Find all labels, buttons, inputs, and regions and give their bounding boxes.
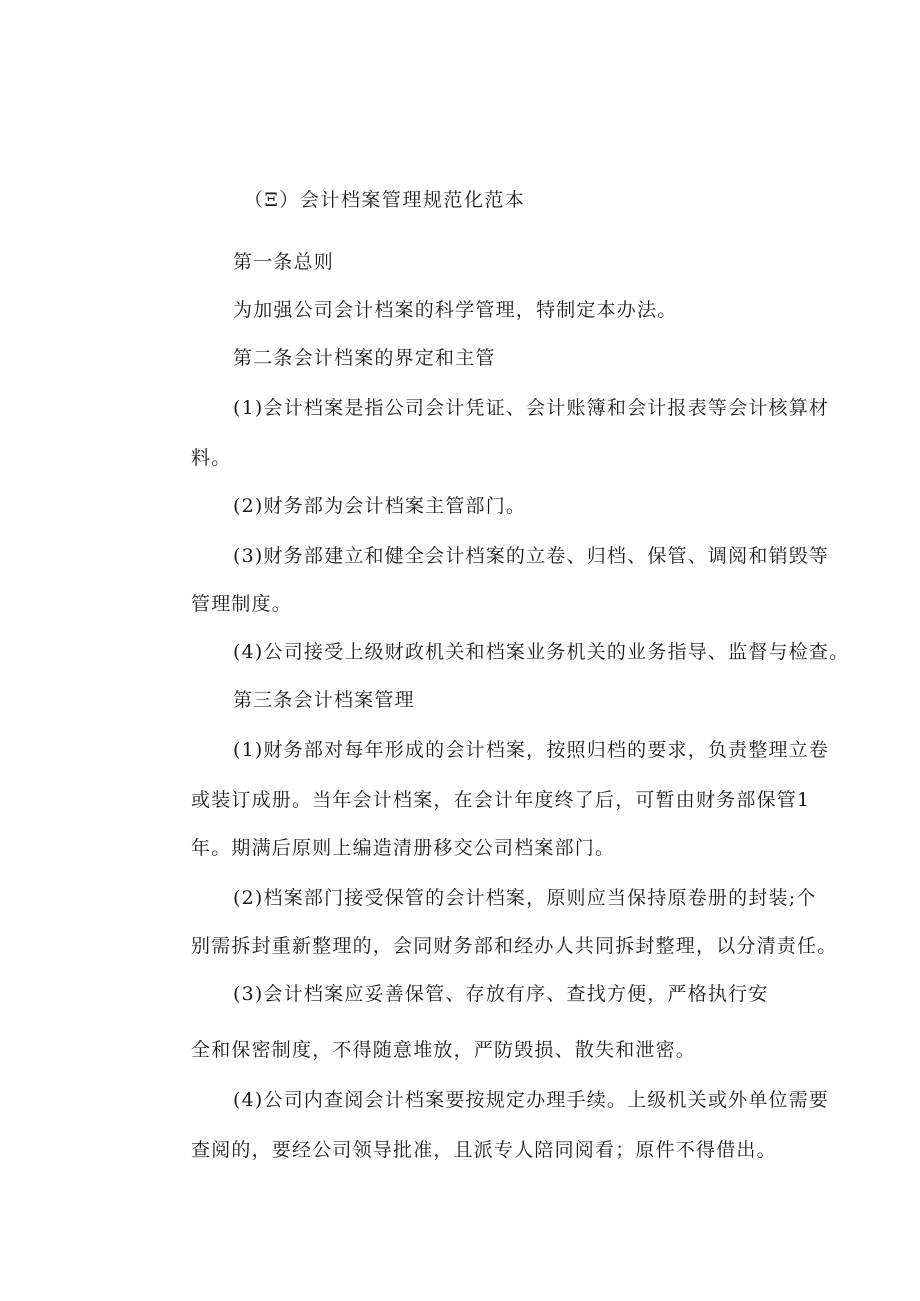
paragraph-line: 别需拆封重新整理的，会同财务部和经办人共同拆封整理，以分清责任。 [191, 935, 838, 957]
paragraph-line: (1)会计档案是指公司会计凭证、会计账簿和会计报表等会计核算材 [233, 397, 830, 419]
document-title: （Ξ）会计档案管理规范化范本 [244, 189, 526, 211]
paragraph-line: 或装订成册。当年会计档案，在会计年度终了后，可暂由财务部保管1 [191, 789, 811, 811]
paragraph-line: (3)财务部建立和健全会计档案的立卷、归档、保管、调阅和销毁等 [233, 545, 830, 567]
paragraph-line: 全和保密制度，不得随意堆放，严防毁损、散失和泄密。 [191, 1039, 697, 1061]
paragraph-line: 为加强公司会计档案的科学管理，特制定本办法。 [233, 299, 678, 321]
paragraph-line: 查阅的，要经公司领导批准，且派专人陪同阅看；原件不得借出。 [191, 1139, 777, 1161]
paragraph-line: (2)财务部为会计档案主管部门。 [233, 495, 527, 517]
article-heading: 第三条会计档案管理 [233, 689, 415, 711]
paragraph-line: (2)档案部门接受保管的会计档案，原则应当保持原卷册的封装;个 [233, 887, 817, 909]
paragraph-line: 管理制度。 [191, 593, 293, 615]
paragraph-line: (3)会计档案应妥善保管、存放有序、查找方便，严格执行安 [233, 983, 769, 1005]
paragraph-line: 年。期满后原则上编造清册移交公司档案部门。 [191, 837, 616, 859]
article-heading: 第二条会计档案的界定和主管 [233, 347, 496, 369]
paragraph-line: (4)公司内查阅会计档案要按规定办理手续。上级机关或外单位需要 [233, 1089, 830, 1111]
article-heading: 第一条总则 [233, 251, 335, 273]
paragraph-line: (4)公司接受上级财政机关和档案业务机关的业务指导、监督与检查。 [233, 641, 850, 663]
paragraph-line: (1)财务部对每年形成的会计档案，按照归档的要求，负责整理立卷 [233, 739, 830, 761]
paragraph-line: 料。 [191, 447, 232, 469]
